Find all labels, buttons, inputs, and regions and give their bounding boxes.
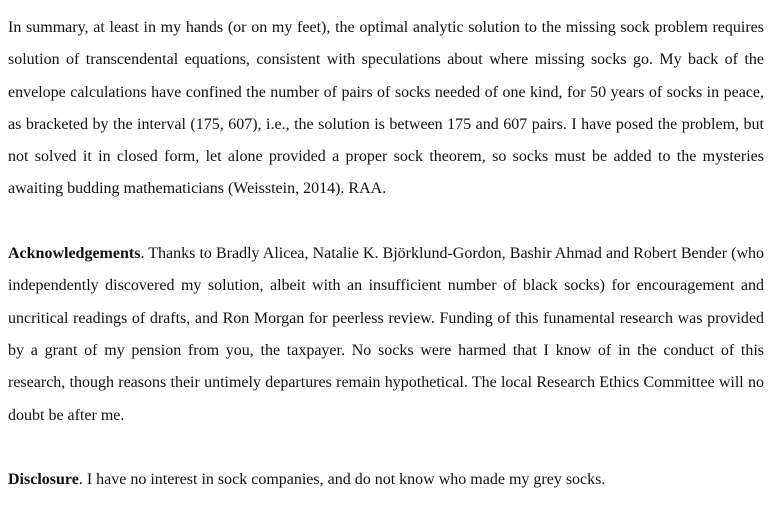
acknowledgements-heading: Acknowledgements bbox=[8, 245, 141, 263]
paragraph-spacer bbox=[8, 206, 764, 238]
disclosure-heading: Disclosure bbox=[8, 471, 79, 489]
paragraph-spacer bbox=[8, 432, 764, 464]
disclosure-paragraph bbox=[8, 464, 764, 496]
document-page bbox=[8, 12, 764, 496]
acknowledgements-paragraph bbox=[8, 238, 764, 432]
acknowledgements-text: . Thanks to Bradly Alicea, Natalie K. Björklund-Gordon, Bashir Ahmad and Robert Bender (who independently discovered my solution, albeit with an insufficient number of black socks) for encouragement and uncritical readings of drafts, and Ron Morgan for peerless review. Funding of this funamental research was provided by a grant of my pension from you, the taxpayer. No socks were harmed that I know of in the conduct of this research, though reasons their untimely departures remain hypothetical. The local Research Ethics Committee will no doubt be after me. bbox=[8, 245, 764, 424]
summary-text: In summary, at least in my hands (or on my feet), the optimal analytic solution to the missing sock problem requires solution of transcendental equations, consistent with speculations about where missing socks go. My back of the envelope calculations have confined the number of pairs of socks needed of one kind, for 50 years of socks in peace, as bracketed by the interval (175, 607), i.e., the solution is between 175 and 607 pairs. I have posed the problem, but not solved it in closed form, let alone provided a proper sock theorem, so socks must be added to the mysteries awaiting budding mathematicians (Weisstein, 2014). RAA. bbox=[8, 19, 764, 198]
summary-paragraph bbox=[8, 12, 764, 206]
disclosure-text: . I have no interest in sock companies, and do not know who made my grey socks. bbox=[78, 471, 606, 489]
